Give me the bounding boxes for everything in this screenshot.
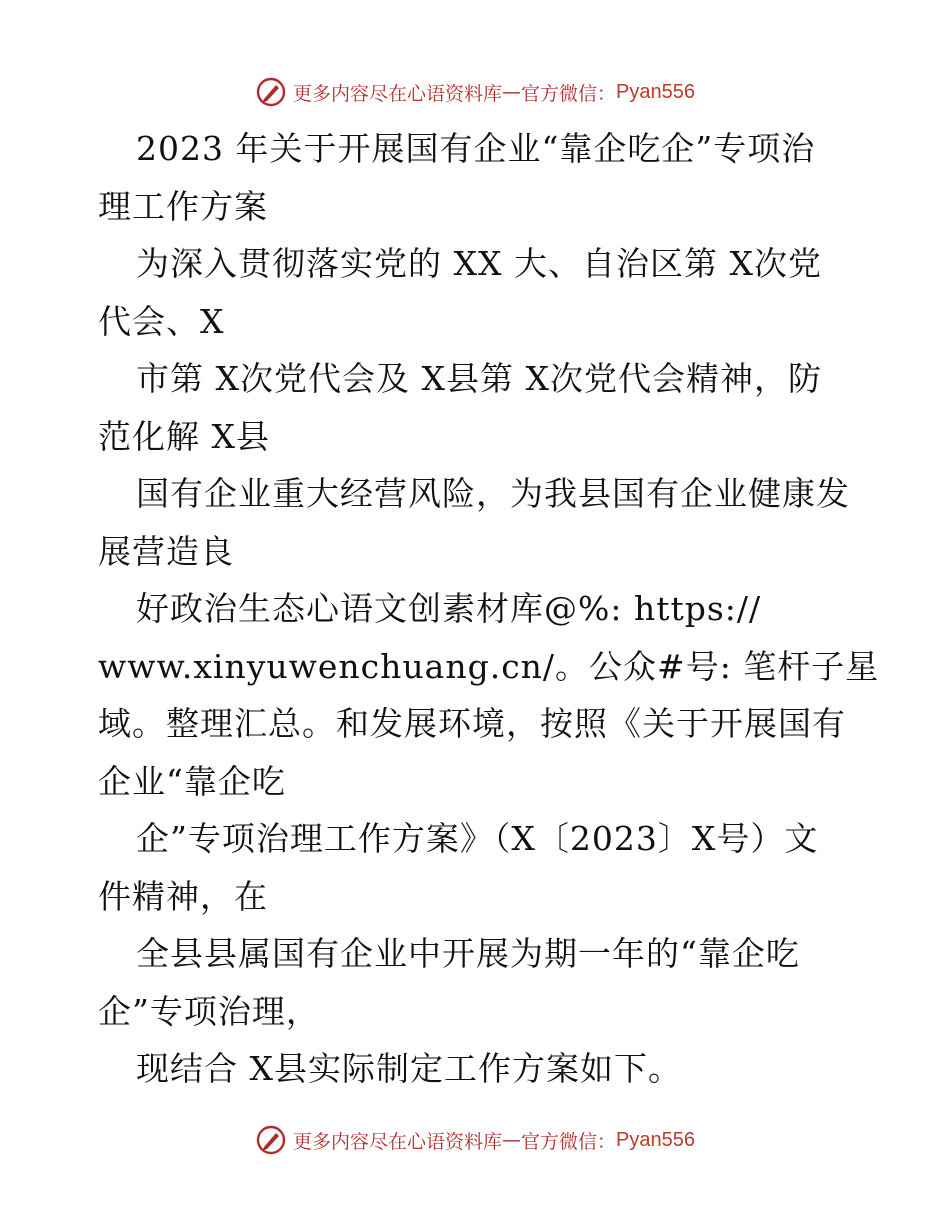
header-banner	[0, 72, 950, 112]
doc-line: 范化解 X县	[98, 416, 270, 456]
doc-line: 展营造良	[98, 531, 234, 571]
footer-banner	[0, 1120, 950, 1160]
doc-line: 全县县属国有企业中开展为期一年的“靠企吃	[136, 934, 800, 973]
doc-line: 域。整理汇总。和发展环境，按照《关于开展国有	[98, 704, 846, 743]
doc-line: 国有企业重大经营风险，为我县国有企业健康发	[136, 474, 850, 513]
doc-line: 企业“靠企吃	[98, 761, 286, 801]
doc-line-title-2: 理工作方案	[98, 186, 268, 226]
document-body	[98, 120, 880, 1098]
doc-line: 企”专项治理，	[98, 991, 320, 1031]
footer-banner-wechat-label: 官方微信：	[521, 1130, 617, 1153]
footer-banner-dash: —	[502, 1129, 522, 1151]
header-banner-wechat-label: 官方微信：	[521, 82, 617, 105]
doc-line: 好政治生态心语文创素材库@%: https://	[136, 589, 762, 628]
writing-pen-logo-icon	[255, 1124, 287, 1156]
footer-banner-text: 更多内容尽在心语资料库	[293, 1130, 503, 1153]
doc-line: www.xinyuwenchuang.cn/。公众#号: 笔杆子星	[98, 646, 880, 686]
header-banner-dash: —	[502, 81, 522, 103]
doc-line: 为深入贯彻落实党的 XX 大、自治区第 X次党	[136, 244, 822, 283]
doc-line: 代会、X	[98, 301, 225, 341]
doc-line: 市第 X次党代会及 X县第 X次党代会精神，防	[136, 359, 822, 398]
header-banner-text: 更多内容尽在心语资料库	[293, 82, 503, 105]
writing-pen-logo-icon	[255, 76, 287, 108]
doc-line: 现结合 X县实际制定工作方案如下。	[136, 1049, 682, 1088]
doc-line-title-1: 2023 年关于开展国有企业“靠企吃企”专项治	[136, 129, 816, 168]
footer-banner-wechat-id: Pyan556	[616, 1128, 695, 1151]
doc-line: 企”专项治理工作方案》（X〔2023〕X号）文	[136, 819, 819, 858]
doc-line: 件精神，在	[98, 876, 268, 916]
header-banner-wechat-id: Pyan556	[616, 80, 695, 103]
